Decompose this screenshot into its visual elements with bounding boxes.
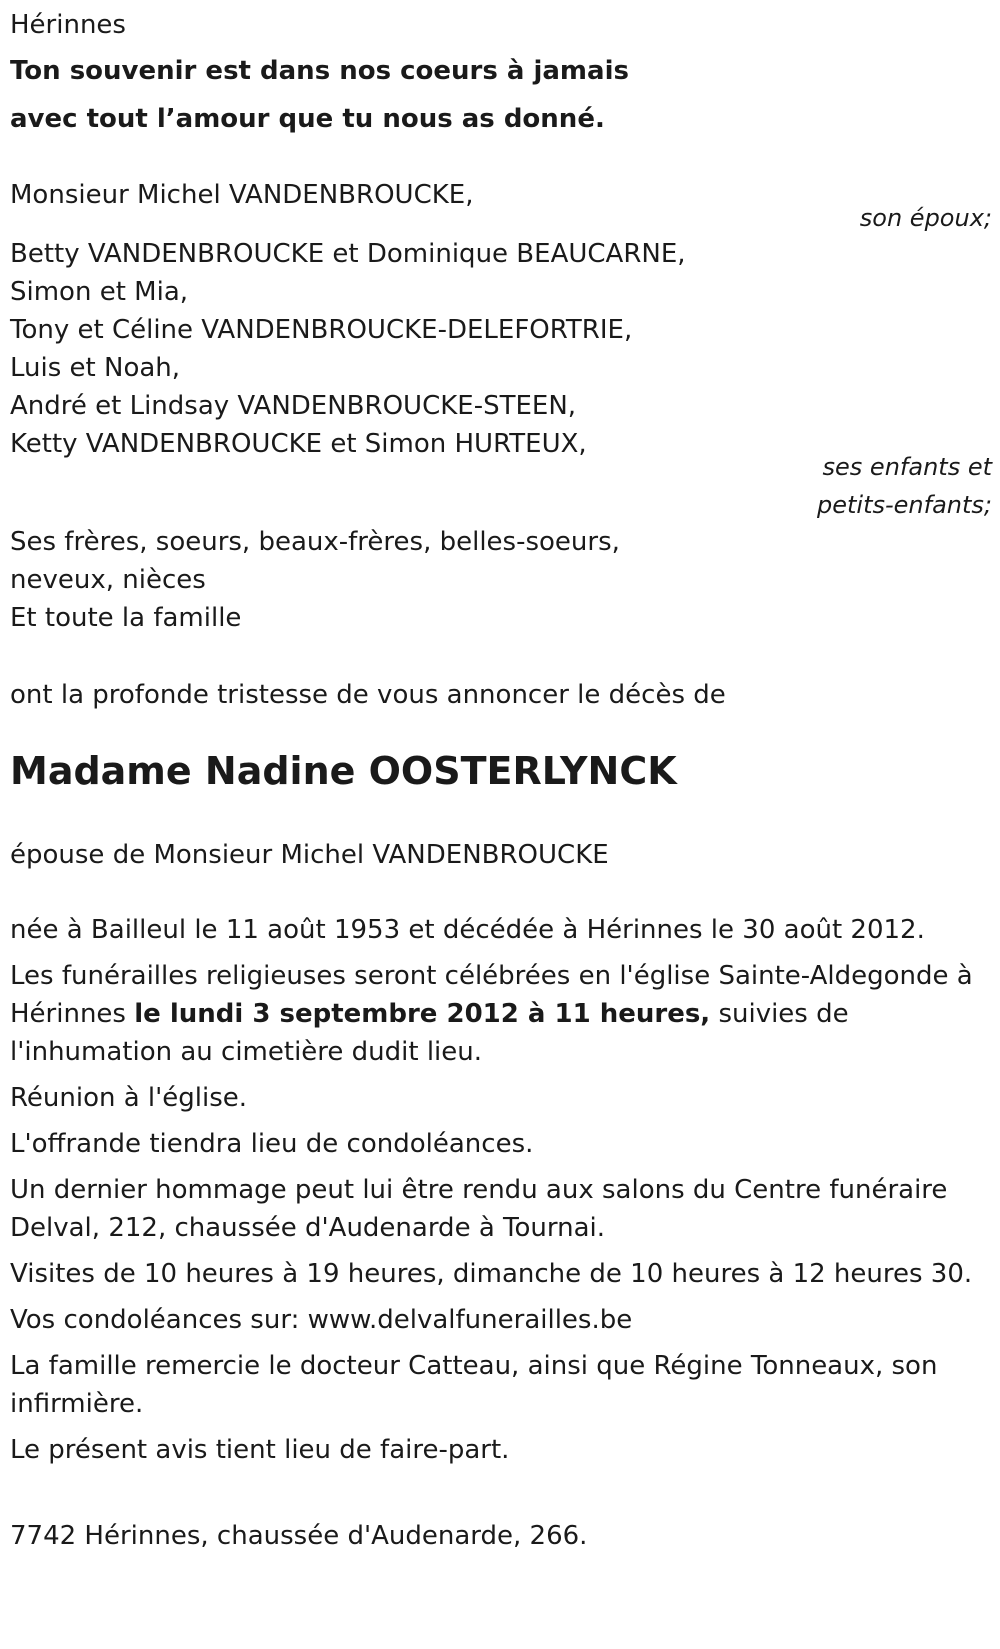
motto-line-2: avec tout l’amour que tu nous as donné. (10, 104, 605, 134)
motto-line-1: Ton souvenir est dans nos coeurs à jamais (10, 56, 629, 86)
funeral-text-after: suivies de l'inhumation au cimetière dudit lieu. (10, 999, 849, 1067)
child-line: Luis et Noah, (10, 353, 181, 383)
spouse-name: Monsieur Michel VANDENBROUCKE, (10, 180, 474, 210)
child-line: Tony et Céline VANDENBROUCKE-DELEFORTRIE, (10, 315, 633, 345)
offrande-text: L'offrande tiendra lieu de condoléances. (10, 1129, 534, 1159)
reunion-text: Réunion à l'église. (10, 1083, 248, 1113)
child-line: Betty VANDENBROUCKE et Dominique BEAUCARNE, (10, 239, 686, 269)
children-note-1: ses enfants et (822, 453, 992, 481)
born-died-text: née à Bailleul le 11 août 1953 et décédée à Hérinnes le 30 août 2012. (10, 915, 925, 945)
remerciements-text: La famille remercie le docteur Catteau, ainsi que Régine Tonneaux, son infirmière. (10, 1351, 938, 1419)
funeral-text (10, 957, 992, 1071)
child-line: André et Lindsay VANDENBROUCKE-STEEN, (10, 391, 577, 421)
deceased-name: Madame Nadine OOSTERLYNCK (10, 749, 677, 793)
location-header: Hérinnes (10, 10, 126, 40)
condoleances-text: Vos condoléances sur: www.delvalfunerailles.be (10, 1305, 633, 1335)
child-line: Ketty VANDENBROUCKE et Simon HURTEUX, (10, 429, 587, 459)
hommage-text: Un dernier hommage peut lui être rendu aux salons du Centre funéraire Delval, 212, chaussée d'Audenarde à Tournai. (10, 1175, 948, 1243)
address-text: 7742 Hérinnes, chaussée d'Audenarde, 266. (10, 1521, 588, 1551)
epouse-text: épouse de Monsieur Michel VANDENBROUCKE (10, 840, 609, 870)
child-line: Simon et Mia, (10, 277, 189, 307)
funeral-text-before: Les funérailles religieuses seront célébrées en l'église Sainte-Aldegonde à Hérinnes (10, 961, 973, 1029)
family-line: Et toute la famille (10, 603, 242, 633)
family-line: neveux, nièces (10, 565, 206, 595)
visites-text: Visites de 10 heures à 19 heures, dimanche de 10 heures à 12 heures 30. (10, 1259, 973, 1289)
family-line: Ses frères, soeurs, beaux-frères, belles-soeurs, (10, 527, 620, 557)
children-list (10, 235, 686, 463)
family-list (10, 523, 620, 637)
children-note-2: petits-enfants; (817, 491, 992, 519)
announcement-text: ont la profonde tristesse de vous annoncer le décès de (10, 680, 726, 710)
spouse-note: son époux; (859, 204, 992, 232)
details-block (10, 911, 992, 1469)
funeral-date: le lundi 3 septembre 2012 à 11 heures, (134, 999, 711, 1029)
faire-part-text: Le présent avis tient lieu de faire-part. (10, 1435, 510, 1465)
